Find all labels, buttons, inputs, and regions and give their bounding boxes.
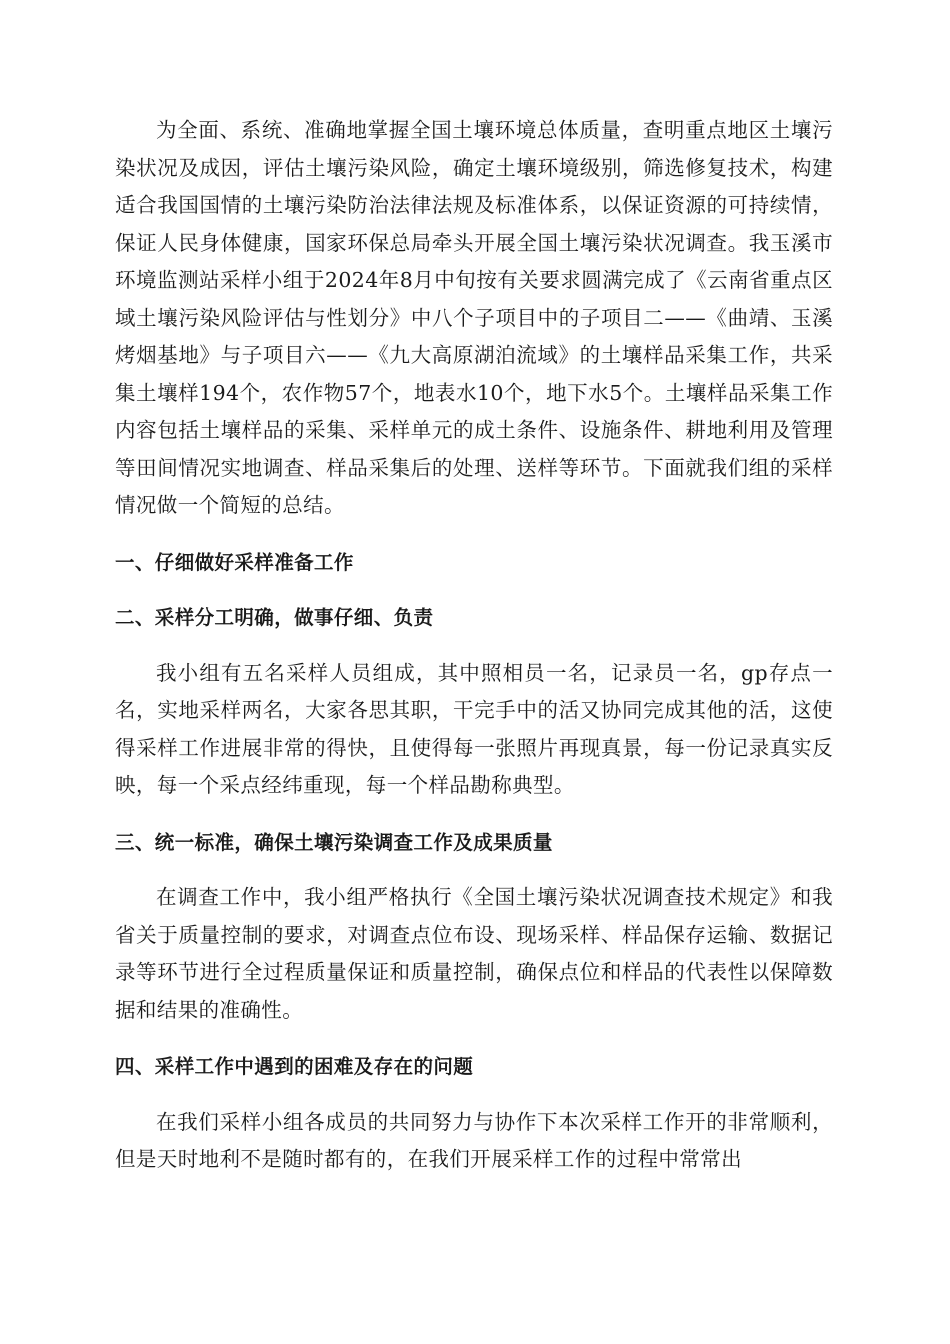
quality-standards-paragraph: 在调查工作中，我小组严格执行《全国土壤污染状况调查技术规定》和我省关于质量控制的要求，对调查点位布设、现场采样、样品保存运输、数据记录等环节进行全过程质量保证和质量控制，确保点位和样品的代表性以保障数据和结果的准确性。 <box>115 885 833 1022</box>
intro-paragraph: 为全面、系统、准确地掌握全国土壤环境总体质量，查明重点地区土壤污染状况及成因，评估土壤污染风险，确定土壤环境级别，筛选修复技术，构建适合我国国情的土壤污染防治法律法规及标准体系，以保证资源的可持续情，保证人民身体健康，国家环保总局牵头开展全国土壤污染状况调查。我玉溪市环境监测站采样小组于2024年8月中旬按有关要求圆满完成了《云南省重点区域土壤污染风险评估与性划分》中八个子项目中的子项目二——《曲靖、玉溪烤烟基地》与子项目六——《九大高原湖泊流域》的土壤样品采集工作，共采集土壤样194个，农作物57个，地表水10个，地下水5个。土壤样品采集工作内容包括土壤样品的采集、采样单元的成土条件、设施条件、耕地利用及管理等田间情况实地调查、样品采集后的处理、送样等环节。下面就我们组的采样情况做一个简短的总结。 <box>115 118 833 517</box>
difficulties-paragraph: 在我们采样小组各成员的共同努力与协作下本次采样工作开的非常顺利，但是天时地利不是随时都有的，在我们开展采样工作的过程中常常出 <box>115 1109 833 1171</box>
section-heading-division-of-labor: 二、采样分工明确，做事仔细、负责 <box>115 606 434 629</box>
document-body <box>115 112 833 1179</box>
section-heading-quality-standards: 三、统一标准，确保土壤污染调查工作及成果质量 <box>115 830 553 854</box>
section-heading-preparation: 一、仔细做好采样准备工作 <box>115 550 354 574</box>
division-of-labor-paragraph: 我小组有五名采样人员组成，其中照相员一名，记录员一名，gp存点一名，实地采样两名，大家各思其职，干完手中的活又协同完成其他的活，这使得采样工作进展非常的得快，且使得每一张照片再现真景，每一份记录真实反映，每一个采点经纬重现，每一个样品勘称典型。 <box>115 660 833 797</box>
section-heading-difficulties: 四、采样工作中遇到的困难及存在的问题 <box>115 1055 474 1078</box>
